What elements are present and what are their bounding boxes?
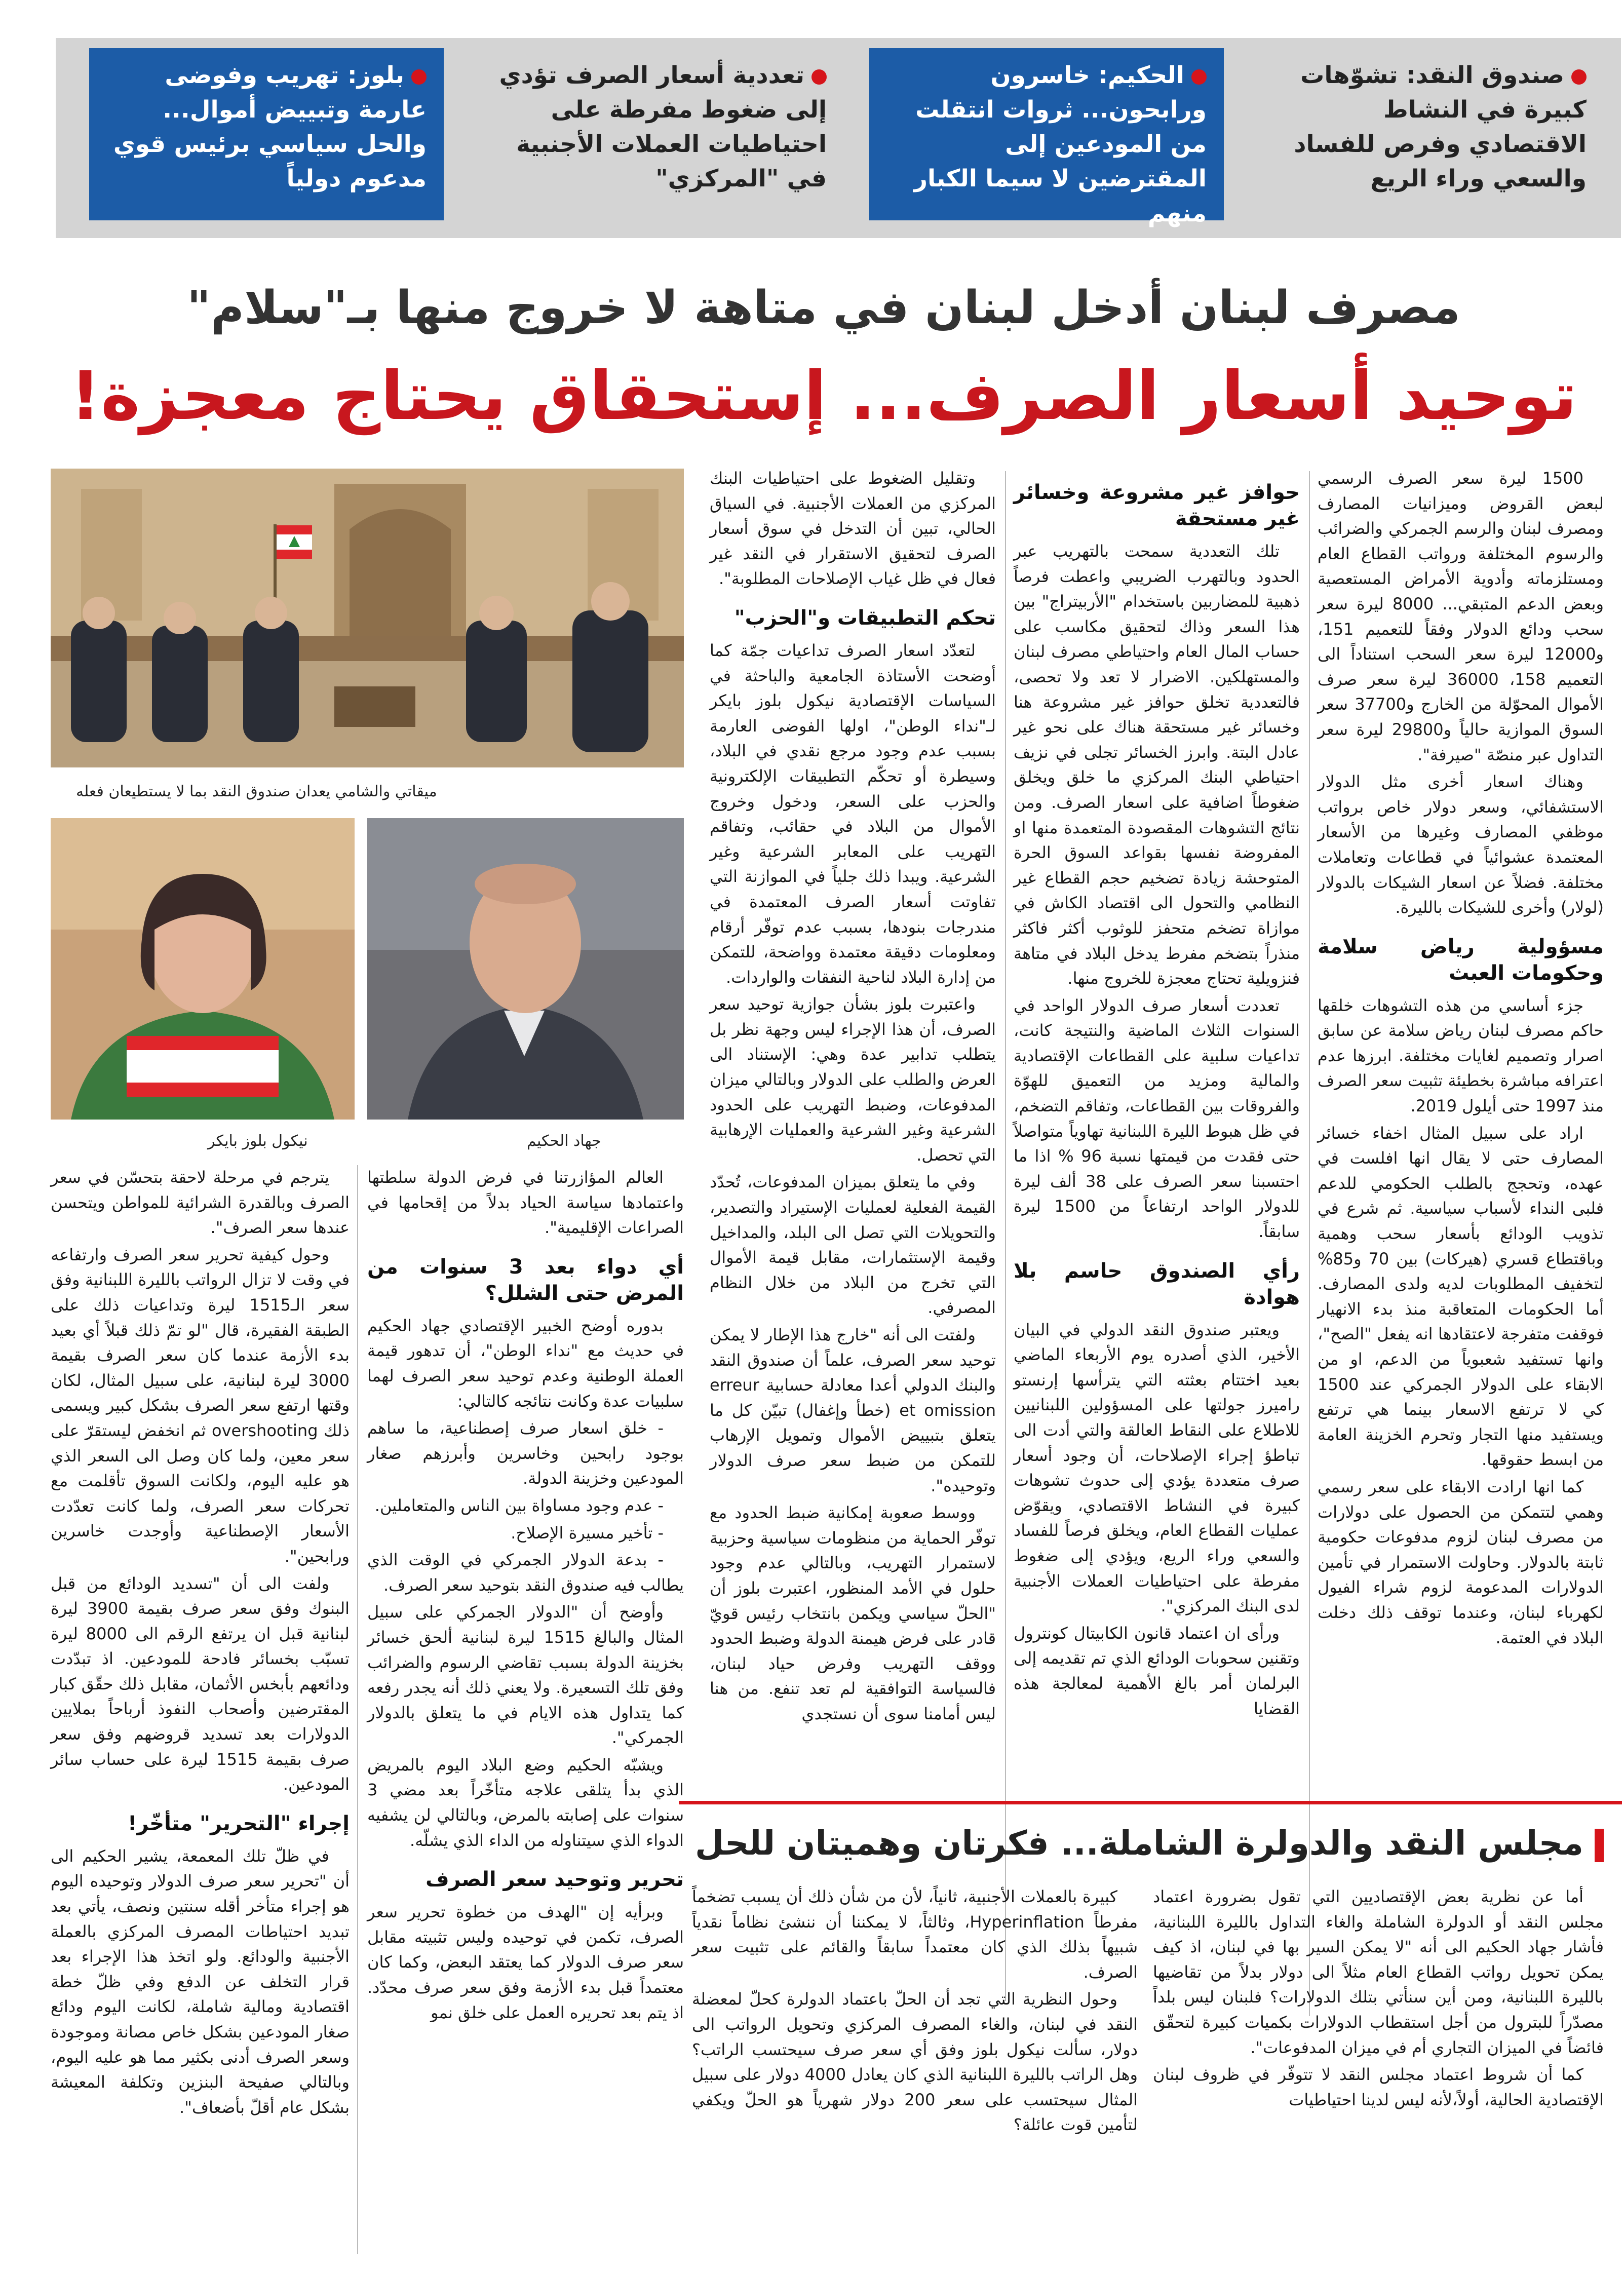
paragraph: وهناك اسعار أخرى مثل الدولار الاستشفائي، وسعر دولار خاص برواتب موظفي المصارف وغيرها من الأسعار المعتمدة عشوائياً في قطاعات وتعاملات مختلفة. فضلاً عن اسعار الشيكات بالدولار (لولار) وأخرى للشيكات بالليرة.	[1318, 772, 1604, 917]
headline-kicker: مصرف لبنان أدخل لبنان في متاهة لا خروج منها بـ"سلام"	[187, 281, 1460, 334]
paragraph: وفي ما يتعلق بميزان المدفوعات، تُحدّد القيمة الفعلية لعمليات الإستيراد والتصدير، والتحويلات التي تصل الى البلد، والمداخيل وقيمة الإستثمارات، مقابل قيمة الأموال التي تخرج من البلاد من خلال النظام المصرفي.	[710, 1172, 996, 1318]
section-heading: تحكم التطبيقات و"الحزب"	[734, 606, 996, 630]
box-paragraph: كما أن شروط اعتماد مجلس النقد لا تتوفّر في ظروف لبنان الإقتصادية الحالية، أولاً،لأنه ليس لدينا احتياطيات	[1153, 2065, 1604, 2109]
box-title-marker	[1595, 1829, 1604, 1862]
bullet-dot-icon	[1191, 69, 1207, 85]
teaser-blouz: بلوز: تهريب وفوضى عارمة وتبييض أموال... والحل سياسي برئيس قوي مدعوم دولياً	[89, 48, 444, 220]
column-divider	[357, 1165, 358, 2254]
section-heading: مسؤولية رياض سلامة وحكومات العبث	[1318, 935, 1604, 985]
baker-caption: نيكول بلوز بايكر	[208, 1132, 308, 1150]
baker-photo	[51, 818, 355, 1120]
paragraph: 1500 ليرة سعر الصرف الرسمي لبعض القروض وميزانيات المصارف ومصرف لبنان والرسم الجمركي والضرائب والرسوم المختلفة ورواتب القطاع العام ومستلزماته وأدوية الأمراض المستعصية وبعض الدعم المتبقي... 8000 ليرة سعر سحب ودائع الدولار وفقاً للتعميم 151، و12000 ليرة سعر السحب استناداً الى التعميم 158، 36000 ليرة سعر صرف الأموال المحوّلة من الخارج و37700 سعر السوق الموازية حالياً و29800 ليرة سعر التداول عبر منصّة "صيرفة".	[1318, 469, 1604, 764]
paragraph: لتعدّد اسعار الصرف تداعيات جمّة كما أوضحت الأستاذة الجامعية والباحثة في السياسات الإقتصادية نيكول بلوز بايكر لـ"نداء الوطن"، اولها الفوضى العارمة بسبب عدم وجود مرجع نقدي في البلاد، وسيطرة أو تحكّم التطبيقات الإلكترونية والحزب على السعر، ودخول وخروج الأموال من البلاد في حقائب، وتفاقم التهريب على المعابر الشرعية وغير الشرعية. ويبدا ذلك جلياً في الموازنة التي تفاوتت أسعار الصرف المعتمدة في مندرجات بنودها، بسبب عدم توفّر أرقام ومعلومات دقيقة معتمدة وواضحة، للتمكن من إدارة البلاد لناحية النفقات والواردات.	[710, 640, 996, 987]
paragraph: ووسط صعوبة إمكانية ضبط الحدود مع توفّر الحماية من منظومات سياسية وحزبية لاستمرار التهريب، وبالتالي عدم وجود حلول في الأمد المنظور، اعتبرت بلوز أن "الحلّ سياسي ويكمن بانتخاب رئيس قويّ قادر على فرض هيمنة الدولة وضبط الحدود ووقف التهريب وفرض حياد لبنان، فالسياسة التوافقية لم تعد تنفع. من هنا ليس أمامنا سوى أن نستجدي	[710, 1503, 996, 1723]
paragraph: تعددت أسعار صرف الدولار الواحد في السنوات الثلاث الماضية والنتيجة كانت، تداعيات سلبية على القطاعات الإقتصادية والمالية ومزيد من التعميق للهوّة والفروقات بين القطاعات، وتفاقم التضخم، في ظل هبوط الليرة اللبنانية تهاوياً متواصلاً حتى فقدت من قيمتها نسبة 96 % اذا ما احتسبنا سعر الصرف على 38 ألف ليرة للدولار الواحد ارتفاعاً من 1500 ليرة سابقاً.	[1014, 995, 1300, 1242]
paragraph: - خلق اسعار صرف إصطناعية، ما ساهم بوجود رابحين وخاسرين وأبرزهم صغار المودعين وخزينة الدولة.	[367, 1418, 684, 1488]
article-column-5	[51, 1165, 350, 2259]
paragraph: - تأخير مسيرة الإصلاح.	[511, 1523, 664, 1543]
box-paragraph: كبيرة بالعملات الأجنبية، ثانياً، لأن من شأن ذلك أن يسبب تضخماً مفرطاً Hyperinflation، وثالثاً، لا يمكننا أن ننشئ نظاماً نقدياً شبيهاً بذلك الذي كان معتمداً سابقاً والقائم على تثبيت سعر الصرف.	[692, 1887, 1138, 1982]
box-column-left	[692, 1884, 1138, 2259]
section-heading: حوافز غير مشروعة وخسائر غير مستحقة	[1014, 481, 1300, 530]
paragraph: - عدم وجود مساواة بين الناس والمتعاملين.	[374, 1495, 664, 1515]
paragraph: ولفتت الى أنه "خارج هذا الإطار لا يمكن توحيد سعر الصرف، علماً أن صندوق النقد والبنك الدولي أعدا معادلة حسابية erreur et omission (خطأ وإغفال) تبيّن كل ما يتعلق بتبييض الأموال وتمويل الإرهاب للتمكن من ضبط سعر صرف الدولار وتوحيده".	[710, 1325, 996, 1495]
section-heading: تحرير وتوحيد سعر الصرف	[426, 1868, 684, 1892]
paragraph: جزء أساسي من هذه التشوهات خلقها حاكم مصرف لبنان رياض سلامة عن سابق اصرار وتصميم لغايات مختلفة. ابرزها عدم اعترافه مباشرة بخطيئة تثبيت سعر الصرف منذ 1997 حتى أيلول 2019.	[1318, 995, 1604, 1116]
hakim-caption: جهاد الحكيم	[527, 1132, 601, 1150]
paragraph: وبرأيه إن "الهدف من خطوة تحرير سعر الصرف، تكمن في توحيده وليس تثبيته مقابل سعر صرف الدولار كما يعتقد البعض، وكما كان معتمداً قبل بدء الأزمة وفق سعر صرف محدّد. اذ يتم بعد تحريره العمل على خلق نمو	[367, 1902, 684, 2022]
box-column-right	[1153, 1884, 1604, 2259]
headline-title: توحيد أسعار الصرف... إستحقاق يحتاج معجزة!	[70, 357, 1577, 435]
meeting-photo-image	[51, 469, 684, 767]
article-column-4	[367, 1165, 684, 2259]
hakim-photo	[367, 818, 684, 1120]
box-paragraph: وحول النظرية التي تجد أن الحلّ باعتماد الدولرة كحلّ لمعضلة النقد في لبنان، والغاء المصرف المركزي وتحويل الرواتب الى دولار، سألت نيكول بلوز وفق أي سعر صرف سيحتسب الراتب؟ وهل الراتب بالليرة اللبنانية الذي كان يعادل 4000 دولار على سبيل المثال سيحتسب على سعر 200 دولار شهرياً هو الحلّ ويكفي لتأمين قوت عائلة؟	[692, 1989, 1138, 2135]
paragraph: يترجم في مرحلة لاحقة بتحسّن في سعر الصرف وبالقدرة الشرائية للمواطن ويتحسن عندها سعر الصرف".	[51, 1168, 350, 1238]
article-column-1	[1318, 466, 1604, 2021]
paragraph: ويعتبر صندوق النقد الدولي في البيان الأخير، الذي أصدره يوم الأربعاء الماضي بعيد اختتام بعثته التي يترأسها إرنستو راميرز جولتها على المسؤولين اللبنانيين للاطلاع على النقاط العالقة والتي أدت الى تباطؤ إجراء الإصلاحات، أن وجود أسعار صرف متعددة يؤدي إلى حدوث تشوهات كبيرة في النشاط الاقتصادي، ويقوّض عمليات القطاع العام، ويخلق فرصاً للفساد والسعي وراء الريع، ويؤدي إلى ضغوط مفرطة على احتياطيات العملات الأجنبية لدى البنك المركزي".	[1014, 1320, 1300, 1616]
column-divider	[1005, 471, 1006, 2001]
paragraph: وحول كيفية تحرير سعر الصرف وارتفاعه في وقت لا تزال الرواتب بالليرة اللبنانية وفق سعر الـ1515 ليرة وتداعيات ذلك على الطبقة الفقيرة، قال "لو تمّ ذلك قبلاً أي بعيد بدء الأزمة عندما كان سعر الصرف بقيمة 3000 ليرة لبنانية، على سبيل المثال، لكان وقتها ارتفع سعر الصرف بشكل كبير ويسمى ذلك overshooting ثم انخفض ليستقرّ على سعر معين، ولما كان وصل الى السعر الذي هو عليه اليوم، ولكانت السوق تأقلمت مع تحركات سعر الصرف، ولما كانت تعدّدت الأسعار الإصطناعية وأوجدت خاسرين ورابحين".	[51, 1245, 350, 1566]
paragraph: ورأى ان اعتماد قانون الكابيتال كونترول وتقنين سحوبات الودائع الذي تم تقديمه إلى البرلمان أمر بالغ الأهمية لمعالجة هذه القضايا	[1014, 1623, 1300, 1718]
paragraph: ولفت الى أن "تسديد الودائع من قبل البنوك وفق سعر صرف بقيمة 3900 ليرة لبنانية قبل ان يرتفع الرقم الى 8000 ليرة تسبّب بخسائر فادحة للمودعين. اذ تبدّدت ودائعهم بأبخس الأثمان، مقابل ذلك حقّق كبار المقترضين وأصحاب النفوذ أرباحاً بملايين الدولارات بعد تسديد قروضهم وفق سعر صرف بقيمة 1515 ليرة على حساب سائر المودعين.	[51, 1573, 350, 1794]
paragraph: العالم المؤازرتنا في فرض الدولة سلطتها واعتمادها سياسة الحياد بدلاً من إقحامها في الصراعات الإقليمية".	[367, 1168, 684, 1238]
bullet-dot-icon	[411, 69, 427, 85]
section-heading: إجراء "التحرير" متأخّر!	[128, 1812, 350, 1835]
paragraph: في ظلّ تلك المعمعة، يشير الحكيم الى أن "تحرير سعر صرف الدولار وتوحيده اليوم هو إجراء متأخر أقله سنتين ونصف، يأتي بعد تبديد احتياطات المصرف المركزي بالعملة الأجنبية والودائع. ولو اتخذ هذا الإجراء بعد قرار التخلف عن الدفع وفي ظلّ خطة اقتصادية ومالية شاملة، لكانت اليوم ودائع صغار المودعين بشكل خاص مصانة وموجودة وسعر الصرف أدنى بكثير مما هو عليه اليوم، وبالتالي صفيحة البنزين وتكلفة المعيشة بشكل عام أقلّ بأضعاف".	[51, 1846, 350, 2117]
paragraph: وأوضح أن "الدولار الجمركي على سبيل المثال والبالغ 1515 ليرة لبنانية ألحق خسائر بخزينة الدولة بسبب تقاضي الرسوم والضرائب وفق تلك التسعيرة. ولا يعني ذلك أنه يجدر رفعه كما يتداول هذه الايام في ما يتعلق بالدولار الجمركي".	[367, 1602, 684, 1748]
meeting-photo-caption: ميقاتي والشامي يعدان صندوق النقد بما لا يستطيعان فعله	[76, 783, 437, 800]
section-heading: رأي الصندوق حاسم بلا هوادة	[1014, 1259, 1300, 1309]
hakim-photo-image	[367, 818, 684, 1120]
paragraph: ويشبّه الحكيم وضع البلاد اليوم بالمريض الذي بدأ يتلقى علاجه متأخّراً بعد مضي 3 سنوات على إصابته بالمرض، وبالتالي لن يشفيه الدواء الذي سيتناوله من الداء الذي يشلّه.	[367, 1755, 684, 1850]
teaser-imf: صندوق النقد: تشوّهات كبيرة في النشاط الاقتصادي وفرص للفساد والسعي وراء الريع	[1294, 61, 1587, 193]
section-heading: أي دواء بعد 3 سنوات من المرض حتى الشلل؟	[367, 1255, 684, 1305]
meeting-photo	[51, 469, 684, 767]
bullet-dot-icon	[1571, 69, 1587, 85]
paragraph: واعتبرت بلوز بشأن جوازية توحيد سعر الصرف، أن هذا الإجراء ليس وجهة نظر بل يتطلب تدابير عدة وهي: الإستناد الى العرض والطلب على الدولار وبالتالي ميزان المدفوعات، وضبط التهريب على الحدود الشرعية وغير الشرعية والعمليات الإرهابية التي تحصل.	[710, 994, 996, 1165]
teaser-multiple-rates: تعددية أسعار الصرف تؤدي إلى ضغوط مفرطة على احتياطيات العملات الأجنبية في "المركزي"	[499, 61, 827, 193]
paragraph: كما انها ارادت الابقاء على سعر رسمي وهمي لتتمكن من الحصول على دولارات من مصرف لبنان لزوم مدفوعات حكومية ثابتة بالدولار. وحاولت الاستمرار في تأمين الدولارات المدعومة لزوم شراء الفيول لكهرباء لبنان، وعندما توقف ذلك دخلت البلاد في العتمة.	[1318, 1477, 1604, 1647]
paragraph: وتقليل الضغوط على احتياطيات البنك المركزي من العملات الأجنبية. في السياق الحالي، تبين أن التدخل في سوق أسعار الصرف لتحقيق الاستقرار في النقد غير فعال في ظل غياب الإصلاحات المطلوبة".	[710, 469, 996, 589]
baker-photo-image	[51, 818, 355, 1120]
paragraph: اراد على سبيل المثال اخفاء خسائر المصارف حتى لا يقال انها افلست في عهده، وتحجج بالطلب الحكومي للدعم فلبى النداء لأسباب سياسية. ثم شرع في تذويب الودائع بأسعار سحب وهمية وباقتطاع قسري (هيركات) بين 70 و85% لتخفيف المطلوبات لديه ولدى المصارف. أما الحكومات المتعاقبة منذ بدء الانهيار فوقفت متفرجة لاعتقادها انه يفعل "الصح"، وانها تستفيد شعبوياً من الدعم، او من الابقاء على الدولار الجمركي عند 1500 كي لا ترتفع الاسعار بينما هي ترتفع ويستفيد منها التجار وتحرم الخزينة العامة من ابسط حقوقها.	[1318, 1123, 1604, 1470]
paragraph: بدوره أوضح الخبير الإقتصادي جهاد الحكيم في حديث مع "نداء الوطن"، أن تدهور قيمة العملة الوطنية وعدم توحيد سعر الصرف لهما سلبيات عدة وكانت نتائجه كالتالي:	[367, 1316, 684, 1411]
box-title: مجلس النقد والدولرة الشاملة... فكرتان وهميتان للحل	[694, 1824, 1583, 1863]
bullet-dot-icon	[811, 69, 827, 85]
article-column-2	[1014, 466, 1300, 2006]
column-divider	[1309, 471, 1310, 2016]
box-paragraph: أما عن نظرية بعض الإقتصاديين التي تقول بضرورة اعتماد مجلس النقد أو الدولرة الشاملة والغاء التداول بالليرة اللبنانية، فأشار جهاد الحكيم الى أنه "لا يمكن السير بها في لبنان، اذ كيف يمكن تحويل رواتب القطاع العام مثلاً الى دولار بدلاً من تقاضيها بالليرة اللبنانية، ومن أين سنأتي بتلك الدولارات؟ فلبنان ليس بلداً مصدّراً للبترول من أجل استقطاب الدولارات بكميات كبيرة لتحقّق فائضاً في الميزان التجاري أم في ميزان المدفوعات".	[1153, 1887, 1604, 2057]
paragraph: - بدعة الدولار الجمركي في الوقت الذي يطالب فيه صندوق النقد بتوحيد سعر الصرف.	[367, 1550, 684, 1595]
paragraph: تلك التعددية سمحت بالتهريب عبر الحدود وبالتهرب الضريبي واعطت فرصاً ذهبية للمضاربين باستخدام "الأربيتراج" بين هذا السعر وذاك لتحقيق مكاسب على حساب المال العام واحتياطي مصرف لبنان والمستهلكين. الاضرار لا تعد ولا تحصى، فالتعددية تخلق حوافز غير مشروعة هنا وخسائر غير مستحقة هناك على نحو غير عادل البتة. وابرز الخسائر تجلى في نزيف احتياطي البنك المركزي ما خلق ويخلق ضغوطاً اضافية على اسعار الصرف. ومن نتائج التشوهات المقصودة المتعمدة منها او المفروضة نفسها بقواعد السوق الحرة المتوحشة زيادة تضخيم حجم القطاع غير النظامي والتحول الى اقتصاد الكاش في موازاة تضخم متحفز للوثوب أكثر فاكثر منذراً بتضخم مفرط يدخل البلاد في متاهة فنزويلية تحتاج معجزة للخروج منها.	[1014, 542, 1300, 988]
article-column-3	[710, 466, 996, 2006]
teaser-hakim: الحكيم: خاسرون ورابحون... ثروات انتقلت من المودعين إلى المقترضين لا سيما الكبار منهم	[869, 48, 1224, 220]
box-top-rule	[679, 1801, 1622, 1804]
